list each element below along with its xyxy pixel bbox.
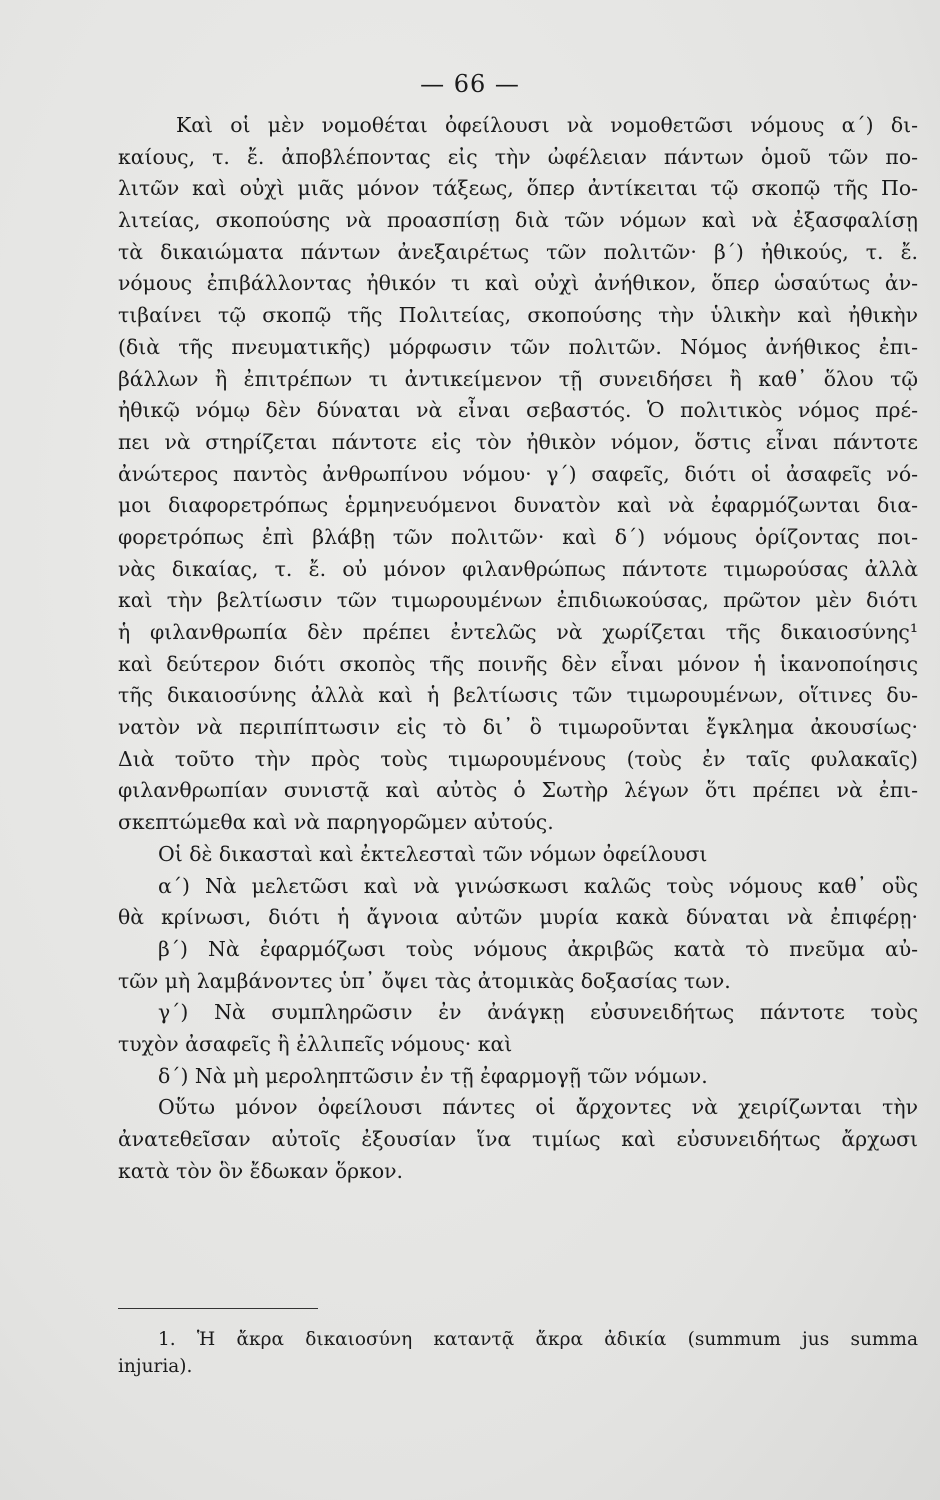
text-line: βάλλων ἢ ἐπιτρέπων τι ἀντικείμενον τῇ συνειδήσει ἢ καθ᾿ ὅλου τῷ [118,366,918,391]
text-line: τῆς δικαιοσύνης ἀλλὰ καὶ ἡ βελτίωσις τῶν τιμωρουμένων, οἵτινες δυ- [118,683,918,708]
text-line: τῶν μὴ λαμβάνοντες ὑπ᾿ ὄψει τὰς ἀτομικὰς δοξασίας των. [118,968,731,993]
text-line: ἀνατεθεῖσαν αὐτοῖς ἐξουσίαν ἵνα τιμίως καὶ εὐσυνειδήτως ἄρχωσι [118,1127,918,1151]
text-line: β΄) Νὰ ἐφαρμόζωσι τοὺς νόμους ἀκριβῶς κατὰ τὸ πνεῦμα αὐ- [158,936,918,961]
text-line: τιβαίνει τῷ σκοπῷ τῆς Πολιτείας, σκοπούσης τὴν ὑλικὴν καὶ ἠθικὴν [118,303,918,328]
text-line: δ΄) Νὰ μὴ μεροληπτῶσιν ἐν τῇ ἐφαρμογῇ τῶν νόμων. [158,1063,708,1088]
text-line: τυχὸν ἀσαφεῖς ἢ ἐλλιπεῖς νόμους· καὶ [118,1031,513,1056]
text-line: Οὕτω μόνον ὀφείλουσι πάντες οἱ ἄρχοντες νὰ χειρίζωνται τὴν [158,1095,918,1120]
text-line: φορετρόπως ἐπὶ βλάβῃ τῶν πολιτῶν· καὶ δ΄) νόμους ὁρίζοντας ποι- [118,524,918,549]
text-line: λιτῶν καὶ οὐχὶ μιᾶς μόνον τάξεως, ὅπερ ἀντίκειται τῷ σκοπῷ τῆς Πο- [118,176,918,201]
text-line: κατὰ τὸν ὃν ἔδωκαν ὅρκον. [118,1158,404,1183]
text-line: καὶ τὴν βελτίωσιν τῶν τιμωρουμένων ἐπιδιωκούσας, πρῶτον μὲν διότι [118,588,918,613]
text-line: πει νὰ στηρίζεται πάντοτε εἰς τὸν ἠθικὸν νόμον, ὅστις εἶναι πάντοτε [118,429,918,454]
text-line: λιτείας, σκοπούσης νὰ προασπίσῃ διὰ τῶν νόμων καὶ νὰ ἐξασφαλίσῃ [118,208,918,233]
text-line: σκεπτώμεθα καὶ νὰ παρηγορῶμεν αὐτούς. [118,810,554,835]
text-line: Οἱ δὲ δικασταὶ καὶ ἐκτελεσταὶ τῶν νόμων ὀφείλουσι [158,841,708,866]
footnote-divider [118,1308,318,1309]
text-line: τὰ δικαιώματα πάντων ἀνεξαιρέτως τῶν πολιτῶν· β΄) ἠθικούς, τ. ἔ. [118,239,918,264]
footnote-line: 1. Ἡ ἄκρα δικαιοσύνη καταντᾷ ἄκρα ἀδικία (summum jus summa [158,1329,918,1350]
text-line: Καὶ οἱ μὲν νομοθέται ὀφείλουσι νὰ νομοθετῶσι νόμους α΄) δι- [176,113,918,137]
text-line: καὶ δεύτερον διότι σκοπὸς τῆς ποινῆς δὲν εἶναι μόνον ἡ ἱκανοποίησις [118,651,918,676]
text-line: γ΄) Νὰ συμπληρῶσιν ἐν ἀνάγκῃ εὐσυνειδήτως πάντοτε τοὺς [158,1000,918,1025]
text-line: Διὰ τοῦτο τὴν πρὸς τοὺς τιμωρουμένους (τοὺς ἐν ταῖς φυλακαῖς) [118,746,918,771]
text-line: νὰς δικαίας, τ. ἔ. οὐ μόνον φιλανθρώπως πάντοτε τιμωρούσας ἀλλὰ [118,556,918,581]
text-line: νόμους ἐπιβάλλοντας ἠθικόν τι καὶ οὐχὶ ἀνήθικον, ὅπερ ὡσαύτως ἀν- [118,271,918,296]
text-line: καίους, τ. ἔ. ἀποβλέποντας εἰς τὴν ὠφέλειαν πάντων ὁμοῦ τῶν πο- [118,144,918,169]
text-line: μοι διαφορετρόπως ἑρμηνευόμενοι δυνατὸν καὶ νὰ ἐφαρμόζωνται δια- [118,493,918,518]
text-line: θὰ κρίνωσι, διότι ἡ ἄγνοια αὐτῶν μυρία κακὰ δύναται νὰ ἐπιφέρῃ· [118,905,918,930]
page-body [118,110,918,1187]
text-line: ἡ φιλανθρωπία δὲν πρέπει ἐντελῶς νὰ χωρίζεται τῆς δικαιοσύνης¹ [118,620,918,644]
footnote [118,1326,918,1380]
footnote-line: injuria). [118,1356,193,1377]
text-line: φιλανθρωπίαν συνιστᾷ καὶ αὐτὸς ὁ Σωτὴρ λέγων ὅτι πρέπει νὰ ἐπι- [118,778,918,803]
text-line: α΄) Νὰ μελετῶσι καὶ νὰ γινώσκωσι καλῶς τοὺς νόμους καθ᾿ οὓς [158,873,918,898]
page-number: — 66 — [420,70,520,98]
text-line: ἠθικῷ νόμῳ δὲν δύναται νὰ εἶναι σεβαστός. Ὁ πολιτικὸς νόμος πρέ- [118,398,918,423]
text-line: ἀνώτερος παντὸς ἀνθρωπίνου νόμου· γ΄) σαφεῖς, διότι οἱ ἀσαφεῖς νό- [118,461,918,486]
text-line: νατὸν νὰ περιπίπτωσιν εἰς τὸ δι᾿ ὃ τιμωροῦνται ἔγκλημα ἀκουσίως· [118,715,918,740]
text-line: (διὰ τῆς πνευματικῆς) μόρφωσιν τῶν πολιτῶν. Νόμος ἀνήθικος ἐπι- [118,334,918,359]
